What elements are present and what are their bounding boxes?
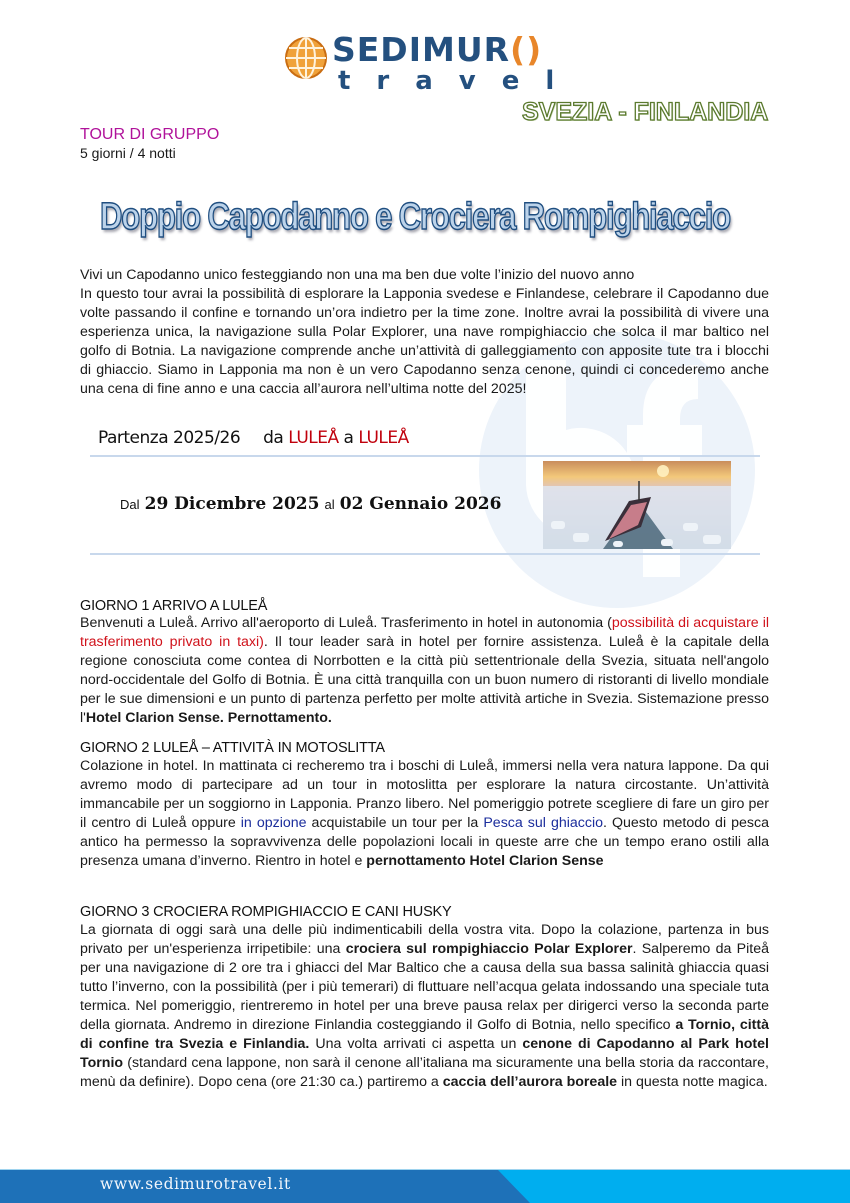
day-2-body (80, 757, 769, 871)
departure-label: Partenza 2025/26 (98, 428, 241, 448)
text-segment: Colazione in hotel. In mattinata ci recheremo tra i boschi di Luleå, immersi nella vera natura lappone. Da qui avremo modo di partecipare ad un tour in motoslitta per esplorare la natura circostante. Un’attività immancabile per un soggiorno in Lapponia. Pranzo libero. Nel pomeriggio potrete scegliere di fare un giro per il centro di Luleå oppure (80, 758, 769, 831)
hotel-highlight: Hotel Clarion Sense. Pernottamento. (85, 710, 332, 726)
footer-bar (0, 1169, 850, 1203)
arrival-city: LULEÅ (358, 428, 409, 448)
text-segment: Benvenuti a Luleå. Arrivo all'aeroporto di Luleå. Trasferimento in hotel in autonomia ( (80, 615, 612, 631)
hotel-highlight: pernottamento Hotel Clarion Sense (366, 853, 604, 869)
brand-subtitle: travel (338, 66, 581, 96)
end-date: 02 Gennaio 2026 (339, 494, 502, 514)
text-segment: acquistabile un tour per la (306, 815, 484, 831)
dates-from-word: Dal (120, 497, 140, 512)
dinner-highlight: cenone di Capodanno al Park hotel Tornio (80, 1036, 769, 1071)
day-3-body (80, 921, 769, 1092)
page-title: Doppio Capodanno e Crociera Rompighiaccio (100, 196, 730, 238)
intro-text (80, 266, 769, 399)
sedimuro-travel-logo (284, 32, 584, 96)
optional-highlight: in opzione (240, 815, 307, 831)
duration-label: 5 giorni / 4 notti (80, 145, 176, 161)
text-segment: . Il tour leader sarà in hotel per fornire assistenza. Luleå è la capitale della regione conosciuta come contea di Norrbotten e la città più settentrionale della Svezia, situata nell'angolo nord-occidentale del Golfo di Botnia. È una città tranquilla con un buon numero di ristoranti di livello mondiale per le sue dimensioni e un punto di partenza perfetto per molte attività artiche in Svezia. Sistemazione presso l' (80, 634, 769, 726)
text-segment: La giornata di oggi sarà una delle più indimenticabili della vostra vita. Dopo la colazione, partenza in bus privato per un'esperienza irripetibile: una (80, 922, 769, 957)
globe-icon (284, 36, 328, 80)
departure-city: LULEÅ (288, 428, 339, 448)
aurora-highlight: caccia dell’aurora boreale (442, 1074, 618, 1090)
travel-dates (120, 494, 501, 514)
day-1-title: GIORNO 1 ARRIVO A LULEÅ (80, 598, 268, 614)
divider (90, 553, 760, 555)
text-segment: in questa notte magica. (617, 1074, 768, 1090)
from-word: da (263, 428, 284, 448)
tornio-highlight: a Tornio, città di confine tra Svezia e Finlandia. (80, 1017, 769, 1052)
website-link[interactable]: www.sedimurotravel.it (100, 1175, 291, 1193)
ice-fishing-highlight: Pesca sul ghiaccio (483, 815, 603, 831)
destination-title: SVEZIA - FINLANDIA (522, 98, 769, 126)
intro-body: In questo tour avrai la possibilità di esplorare la Lapponia svedese e Finlandese, celebrare il Capodanno due volte passando il confine e tornando un’ora indietro per la time zone. Inoltre avrai la possibilità di vivere una esperienza unica, la navigazione sulla Polar Explorer, una nave rompighiaccio che solca il mar baltico nel golfo di Botnia. La navigazione comprende anche un’attività di galleggiamento con apposite tute tra i blocchi di ghiaccio. Siamo in Lapponia ma non è un vero Capodanno senza cenone, quindi ci concederemo anche una cena di fine anno e una caccia all’aurora nell’ultima notte del 2025! (80, 286, 769, 397)
start-date: 29 Dicembre 2025 (144, 494, 320, 514)
cruise-highlight: crociera sul rompighiaccio Polar Explorer (345, 941, 633, 957)
to-word: a (343, 428, 354, 448)
text-segment: (standard cena lappone, non sarà il cenone all’italiana ma sicuramente una bella storia da raccontare, menù da definire). Dopo cena (ore 21:30 ca.) partiremo a (80, 1055, 769, 1090)
text-segment: . Salperemo da Piteå per una navigazione di 2 ore tra i ghiacci del Mar Baltico che a causa della sua bassa salinità ghiaccia quasi tutto l’inverno, con la possibilità (per i più temerari) di fluttuare nell’acqua gelata indossando una speciale tuta termica. Nel pomeriggio, rientreremo in hotel per una breve pausa relax per dirigerci verso la seconda parte della giornata. Andremo in direzione Finlandia costeggiando il Golfo di Botnia, nello specifico (80, 941, 769, 1033)
departure-line (98, 428, 409, 448)
divider (90, 455, 760, 457)
icebreaker-photo (543, 461, 731, 549)
brand-name: SEDIMUR() (332, 30, 543, 69)
tour-type-label: TOUR DI GRUPPO (80, 126, 220, 143)
text-segment: Una volta arrivati ci aspetta un (309, 1036, 523, 1052)
optional-transfer-note: possibilità di acquistare il trasferimento privato in taxi) (80, 615, 769, 650)
day-1-body (80, 614, 769, 728)
text-segment: . Questo metodo di pesca antico ha permesso la sopravvivenza delle popolazioni locali in queste arre che un tempo erano ostili alla presenza umana d’inverno. Rientro in hotel e (80, 815, 769, 869)
dates-to-word: al (324, 497, 335, 512)
day-2-title: GIORNO 2 LULEÅ – ATTIVITÀ IN MOTOSLITTA (80, 740, 385, 756)
day-3-title: GIORNO 3 CROCIERA ROMPIGHIACCIO E CANI HUSKY (80, 904, 452, 920)
intro-lead: Vivi un Capodanno unico festeggiando non una ma ben due volte l’inizio del nuovo anno (80, 267, 635, 283)
